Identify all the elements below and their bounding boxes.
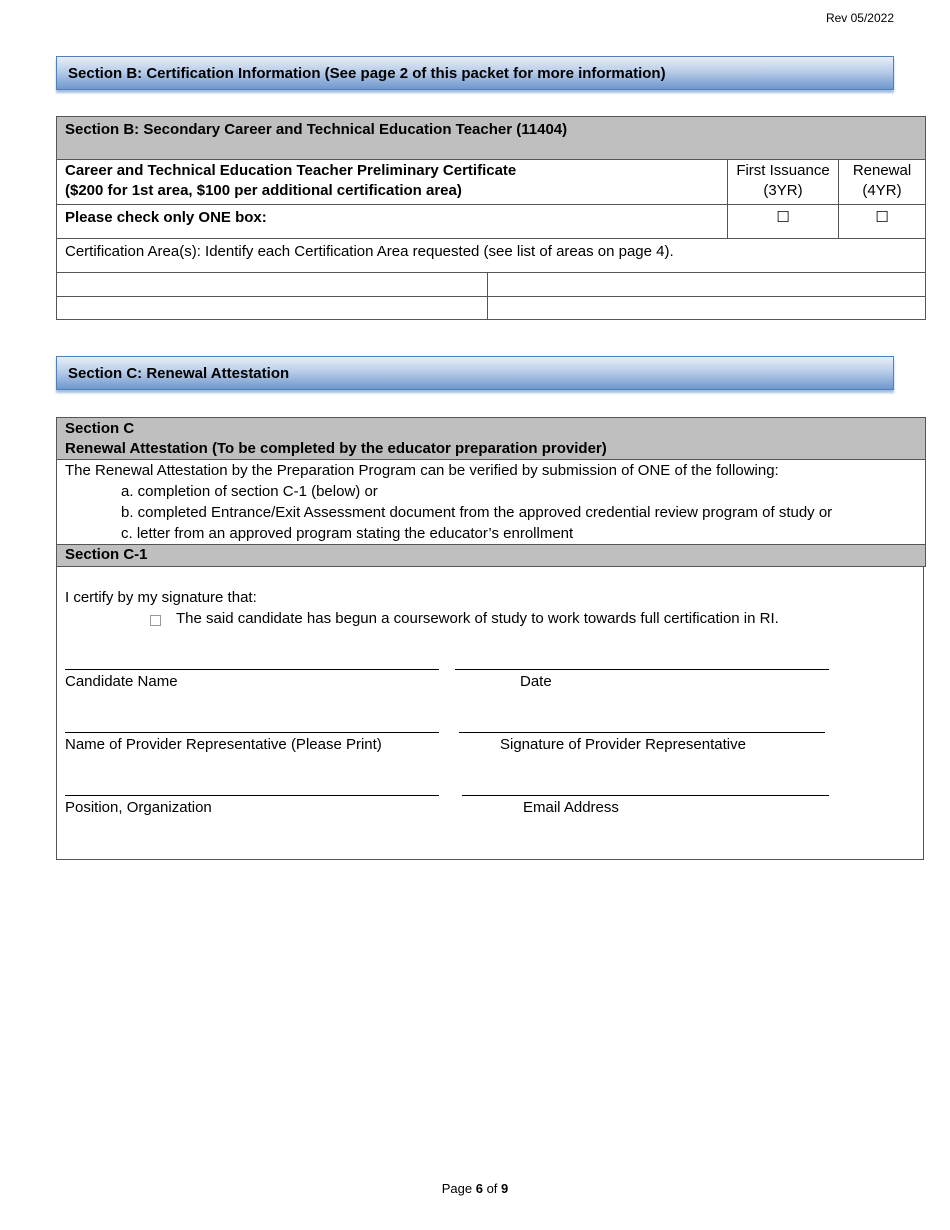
option-c: c. letter from an approved program stating the educator’s enrollment (121, 525, 574, 542)
cert-area-field-1[interactable] (57, 273, 488, 297)
of-word: of (486, 1181, 498, 1196)
certificate-description (57, 160, 728, 205)
option-b: b. completed Entrance/Exit Assessment document from the approved credential review program of study or (121, 504, 833, 521)
email-label: Email Address (523, 799, 619, 816)
candidate-name-label: Candidate Name (65, 673, 178, 690)
section-c1-body (56, 567, 924, 860)
section-c-label: Section C (65, 420, 135, 437)
date-label: Date (520, 673, 552, 690)
section-b-banner: Section B: Certification Information (See page 2 of this packet for more information) (56, 56, 894, 90)
option-a: a. completion of section C-1 (below) or (121, 483, 378, 500)
page-total: 9 (501, 1181, 509, 1196)
date-line[interactable] (455, 669, 829, 670)
certificate-fees: ($200 for 1st area, $100 per additional certification area) (65, 182, 462, 199)
page-footer (0, 1181, 950, 1196)
section-c-banner: Section C: Renewal Attestation (56, 356, 894, 390)
candidate-coursework-checkbox[interactable] (150, 615, 161, 626)
renewal-label: Renewal (852, 162, 912, 179)
provider-signature-label: Signature of Provider Representative (500, 736, 746, 753)
provider-name-line[interactable] (65, 732, 439, 733)
attestation-options (57, 460, 926, 545)
renewal-header (839, 160, 926, 205)
certification-areas-label: Certification Area(s): Identify each Certification Area requested (see list of areas on page 4). (57, 239, 926, 273)
check-one-label: Please check only ONE box: (57, 205, 728, 239)
position-label: Position, Organization (65, 799, 212, 816)
email-line[interactable] (462, 795, 829, 796)
provider-name-label: Name of Provider Representative (Please Print) (65, 736, 382, 753)
section-c1-title: Section C-1 (57, 545, 926, 567)
candidate-name-line[interactable] (65, 669, 439, 670)
renewal-term: (4YR) (862, 182, 902, 199)
section-c-title (57, 418, 926, 460)
renewal-checkbox-cell (839, 205, 926, 239)
first-issuance-checkbox[interactable]: ☐ (776, 209, 790, 226)
section-c-table (56, 417, 926, 567)
position-line[interactable] (65, 795, 439, 796)
first-issuance-term: (3YR) (763, 182, 803, 199)
page-word: Page (441, 1181, 473, 1196)
renewal-checkbox[interactable]: ☐ (875, 209, 889, 226)
provider-signature-line[interactable] (459, 732, 825, 733)
attestation-intro: The Renewal Attestation by the Preparation Program can be verified by submission of ONE of the following: (65, 462, 779, 479)
first-issuance-label: First Issuance (736, 162, 830, 179)
coursework-statement: The said candidate has begun a coursework of study to work towards full certification in RI. (176, 610, 779, 627)
revision-label: Rev 05/2022 (825, 11, 894, 25)
section-b-table (56, 116, 926, 320)
page-number: 6 (475, 1181, 483, 1196)
section-c-subtitle: Renewal Attestation (To be completed by the educator preparation provider) (65, 440, 607, 457)
first-issuance-header (728, 160, 839, 205)
section-b-title: Section B: Secondary Career and Technical Education Teacher (11404) (57, 117, 926, 160)
cert-area-field-4[interactable] (488, 297, 926, 320)
first-issuance-checkbox-cell (728, 205, 839, 239)
certify-label: I certify by my signature that: (65, 589, 257, 606)
cert-area-field-3[interactable] (57, 297, 488, 320)
cert-area-field-2[interactable] (488, 273, 926, 297)
certificate-name: Career and Technical Education Teacher Preliminary Certificate (65, 162, 517, 179)
